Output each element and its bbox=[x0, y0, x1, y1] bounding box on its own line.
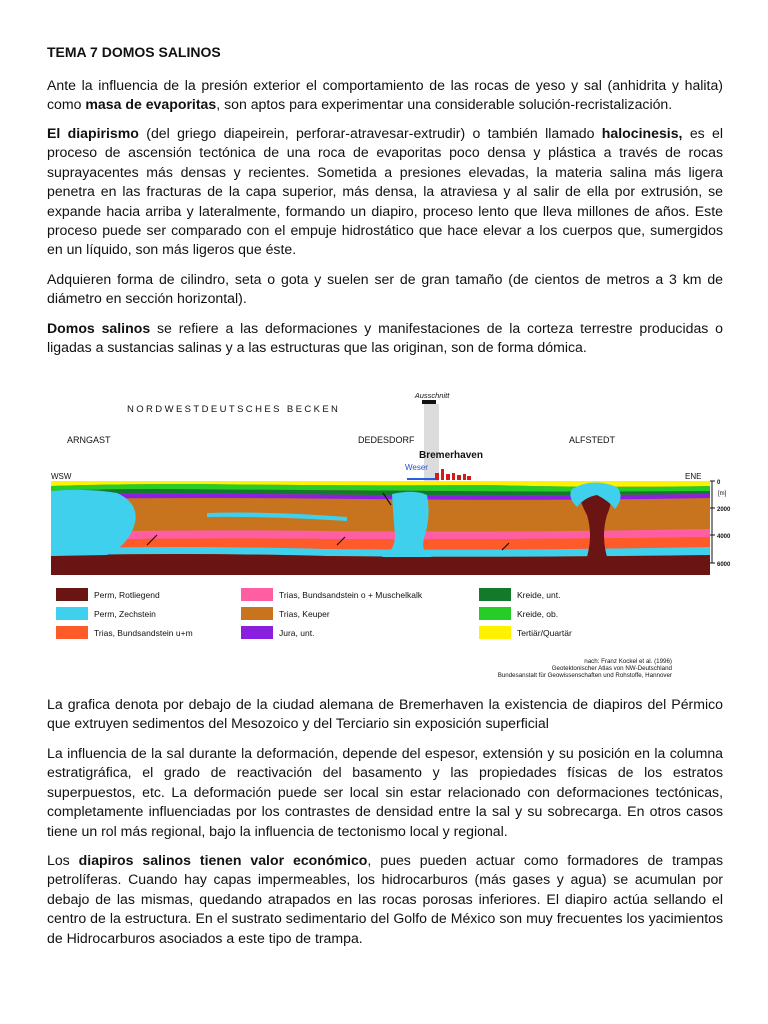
bold-term: El diapirismo bbox=[47, 125, 139, 141]
legend-swatch bbox=[241, 607, 273, 620]
depth-2000: 2000 bbox=[717, 507, 731, 513]
credit-line-2: Geotektonischer Atlas von NW-Deutschland bbox=[551, 665, 672, 672]
legend-swatch bbox=[479, 588, 511, 601]
depth-scale bbox=[710, 481, 715, 563]
text-run: se refiere a las deformaciones y manifestaciones de la corteza terrestre producidas o ligadas a sustancias salinas y a las estructuras que las originan, son de forma dómica. bbox=[47, 320, 723, 356]
legend-swatch bbox=[56, 607, 88, 620]
legend-label: Kreide, unt. bbox=[517, 590, 561, 600]
place-arngast: ARNGAST bbox=[67, 435, 111, 445]
basin-title: NORDWESTDEUTSCHES BECKEN bbox=[127, 404, 341, 415]
ausschnitt-label: Ausschnitt bbox=[414, 391, 450, 400]
weser-river-line bbox=[407, 478, 435, 480]
text-run: (del griego diapeirein, perforar-atravesar-extrudir) o también llamado bbox=[138, 125, 602, 141]
direction-wsw: WSW bbox=[51, 472, 72, 481]
credit-line-3: Bundesanstalt für Geowissenschaften und Rohstoffe, Hannover bbox=[497, 672, 672, 679]
paragraph-evaporitas bbox=[47, 76, 723, 115]
text-run: , pues pueden actuar como formadores de trampas petrolíferas. Cuando hay capas impermeables, los hidrocarburos (más gases y agua) se acumulan por debajo de las mismas, quedando atrapados en las rocas porosas inferiores. El diapiro actúa sellando el centro de la estructura. En el sustrato sedimentario del Golfo de México son muy frecuentes los yacimientos de Hidrocarburos asociados a este tipo de trampa. bbox=[47, 852, 723, 946]
legend-label: Kreide, ob. bbox=[517, 609, 559, 619]
paragraph-domos bbox=[47, 319, 723, 358]
text-run: , son aptos para experimentar una considerable solución-recristalización. bbox=[216, 96, 673, 113]
depth-unit: [m] bbox=[718, 491, 727, 497]
legend-label: Jura, unt. bbox=[279, 628, 315, 638]
legend-swatch bbox=[56, 626, 88, 639]
legend-label: Trias, Bundsandstein o + Muschelkalk bbox=[279, 590, 423, 600]
text-run: es el proceso de ascensión tectónica de una roca de evaporitas poco densa y plástica a través de rocas suprayacentes más densas y recientes. Sometida a presiones elevadas, la materia salina más ligera penetra en las fracturas de la capa superior, más densa, la atraviesa y al salir de ella por extrusión, se expande hacia arriba y lateralmente, formando un diapiro, proceso lento que lleva millones de años. Este proceso puede ser comparado con el empuje hidrostático que hace elevar a los cuerpos que, sumergidos en un líquido, son más ligeros que éste. bbox=[47, 125, 724, 258]
paragraph-bremerhaven: La grafica denota por debajo de la ciudad alemana de Bremerhaven la existencia de diapiros del Pérmico que extruyen sedimentos del Mesozoico y del Terciario sin exposición superficial bbox=[47, 696, 723, 732]
credit-line-1: nach: Franz Kockel et al. (1996) bbox=[584, 658, 672, 665]
legend-label: Trias, Bundsandstein u+m bbox=[94, 628, 193, 638]
bremerhaven-buildings bbox=[435, 469, 471, 480]
legend-swatch bbox=[241, 588, 273, 601]
bold-term: masa de evaporitas bbox=[85, 96, 217, 113]
place-dedesdorf: DEDESDORF bbox=[358, 435, 415, 445]
river-weser: Weser bbox=[405, 463, 428, 472]
ausschnitt-marker bbox=[422, 400, 436, 404]
depth-6000: 6000 bbox=[717, 562, 731, 568]
paragraph-valor-economico bbox=[47, 851, 723, 948]
legend-swatch bbox=[479, 626, 511, 639]
geologic-cross-section-figure bbox=[47, 385, 733, 680]
bold-term: diapiros salinos tienen valor económico bbox=[78, 852, 368, 868]
paragraph-diapirismo bbox=[47, 124, 723, 260]
paragraph-influencia: La influencia de la sal durante la deformación, depende del espesor, extensión y su posición en la columna estratigráfica, el grado de reactivación del basamento y las propiedades físicas de los estratos superpuestos, etc. La deformación puede ser local sin estar relacionado con deformaciones tectónicas, completamente influenciadas por los contrastes de densidad entre la sal y su sobrecarga. En otros casos tiene un rol más regional, bajo la influencia de tectonismo local y regional. bbox=[47, 745, 723, 839]
legend-label: Perm, Rotliegend bbox=[94, 590, 160, 600]
legend-label: Trias, Keuper bbox=[279, 609, 330, 619]
direction-ene: ENE bbox=[685, 472, 702, 481]
legend-swatch bbox=[241, 626, 273, 639]
legend-label: Tertiär/Quartär bbox=[517, 628, 572, 638]
page-title: TEMA 7 DOMOS SALINOS bbox=[47, 44, 221, 60]
city-bremerhaven: Bremerhaven bbox=[419, 450, 483, 461]
text-run: Ante la influencia de la presión exterior el comportamiento de las rocas de yeso y sal (anhidrita y halita) como bbox=[47, 77, 723, 113]
text-run: Los bbox=[47, 852, 79, 868]
legend-label: Perm, Zechstein bbox=[94, 609, 156, 619]
depth-0: 0 bbox=[717, 480, 721, 486]
legend bbox=[56, 588, 572, 639]
legend-swatch bbox=[479, 607, 511, 620]
paragraph-forma: Adquieren forma de cilindro, seta o gota y suelen ser de gran tamaño (de cientos de metros a 3 km de diámetro en sección horizontal). bbox=[47, 271, 723, 307]
bold-term: Domos salinos bbox=[47, 320, 151, 336]
depth-4000: 4000 bbox=[717, 534, 731, 540]
cross-section-layers bbox=[51, 481, 710, 575]
place-alfstedt: ALFSTEDT bbox=[569, 435, 616, 445]
cross-section-svg bbox=[47, 385, 733, 680]
bold-term: halocinesis, bbox=[601, 125, 683, 141]
legend-swatch bbox=[56, 588, 88, 601]
